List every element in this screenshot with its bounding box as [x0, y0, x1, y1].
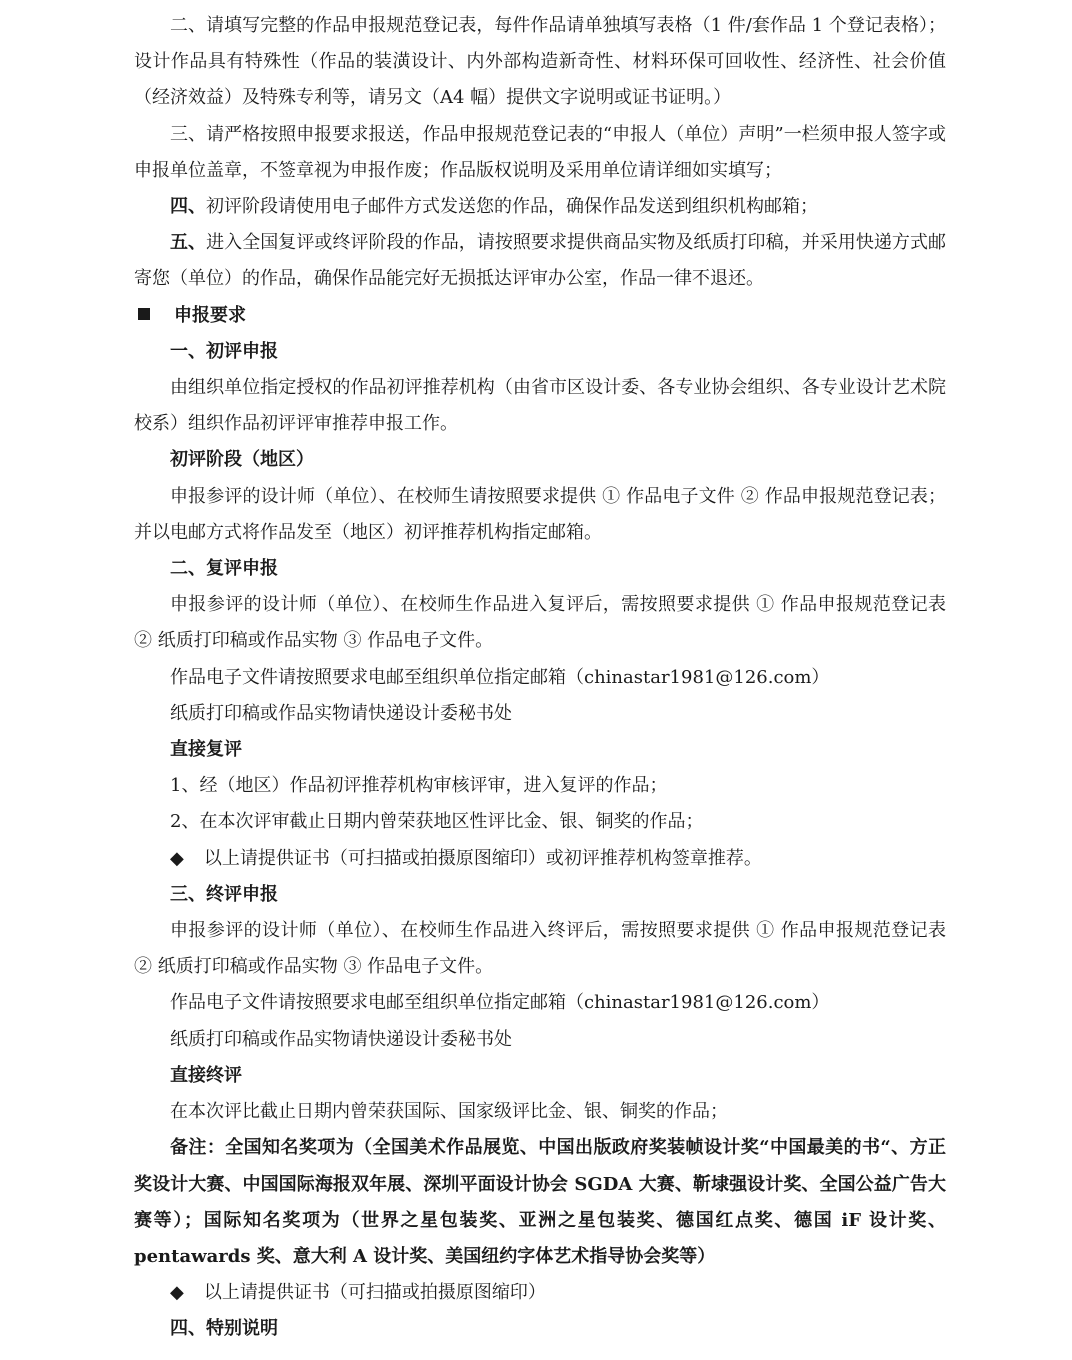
section-title: 申报要求: [174, 304, 246, 326]
diamond-bullet-icon: ◆: [170, 847, 184, 869]
paragraph-number: 五、: [170, 232, 207, 254]
heading-preliminary: 一、初评申报: [170, 340, 278, 362]
section-heading: [134, 298, 946, 334]
note-final-round: [134, 1275, 946, 1311]
heading-special-notes: 四、特别说明: [170, 1318, 278, 1340]
list-item: 2、在本次评审截止日期内曾荣获地区性评比金、银、铜奖的作品；: [170, 811, 704, 833]
line-second-round-email: 作品电子文件请按照要求电邮至组织单位指定邮箱（chinastar1981@126.com）: [170, 666, 830, 688]
diamond-bullet-icon: ◆: [170, 1282, 184, 1304]
paragraph-text: 初评阶段请使用电子邮件方式发送您的作品，确保作品发送到组织机构邮箱；: [206, 196, 818, 218]
subheading-direct-final-round: 直接终评: [170, 1064, 242, 1086]
subheading-preliminary-stage: 初评阶段（地区）: [170, 449, 314, 471]
list-item: 1、经（地区）作品初评推荐机构审核评审，进入复评的作品；: [170, 775, 668, 797]
line-direct-final-round: 在本次评比截止日期内曾荣获国际、国家级评比金、银、铜奖的作品；: [170, 1101, 728, 1123]
heading-final-round: 三、终评申报: [170, 883, 278, 905]
heading-second-round: 二、复评申报: [170, 558, 278, 580]
paragraph-final-round: 申报参评的设计师（单位）、在校师生作品进入终评后，需按照要求提供 ① 作品申报规范登记表 ② 纸质打印稿或作品实物 ③ 作品电子文件。: [134, 920, 946, 978]
paragraph-second-round: 申报参评的设计师（单位）、在校师生作品进入复评后，需按照要求提供 ① 作品申报规范登记表 ② 纸质打印稿或作品实物 ③ 作品电子文件。: [134, 594, 946, 652]
note-text: 以上请提供证书（可扫描或拍摄原图缩印）: [203, 1282, 546, 1304]
note-second-round: [134, 841, 946, 877]
paragraph-preliminary-stage: 申报参评的设计师（单位）、在校师生请按照要求提供 ① 作品电子文件 ② 作品申报规范登记表；并以电邮方式将作品发至（地区）初评推荐机构指定邮箱。: [134, 485, 946, 543]
paragraph-registration-form: 二、请填写完整的作品申报规范登记表，每件作品请单独填写表格（1 件/套作品 1 个登记表格）；设计作品具有特殊性（作品的装潢设计、内外部构造新奇性、材料环保可回收性、经济性、社会价值（经济效益）及特殊专利等，请另文（A4 幅）提供文字说明或证书证明。）: [134, 15, 946, 109]
paragraph-remark-awards: 备注：全国知名奖项为（全国美术作品展览、中国出版政府奖装帧设计奖“中国最美的书“、方正奖设计大赛、中国国际海报双年展、深圳平面设计协会 SGDA 大赛、靳埭强设计奖、全国公益广告大赛等）；国际知名奖项为（世界之星包装奖、亚洲之星包装奖、德国红点奖、德国 iF 设计奖、pentawards 奖、意大利 A 设计奖、美国纽约字体艺术指导协会奖等）: [134, 1137, 946, 1267]
line-final-round-email: 作品电子文件请按照要求电邮至组织单位指定邮箱（chinastar1981@126.com）: [170, 992, 830, 1014]
subheading-direct-second-round: 直接复评: [170, 739, 242, 761]
paragraph-courier-submission: [134, 225, 946, 297]
paragraph-email-submission: [134, 189, 946, 225]
paragraph-preliminary: 由组织单位指定授权的作品初评推荐机构（由省市区设计委、各专业协会组织、各专业设计艺术院校系）组织作品初评评审推荐申报工作。: [134, 377, 946, 435]
line-final-round-mail: 纸质打印稿或作品实物请快递设计委秘书处: [170, 1028, 512, 1050]
note-text: 以上请提供证书（可扫描或拍摄原图缩印）或初评推荐机构签章推荐。: [203, 847, 762, 869]
paragraph-text: 进入全国复评或终评阶段的作品，请按照要求提供商品实物及纸质打印稿，并采用快递方式邮寄您（单位）的作品，确保作品能完好无损抵达评审办公室，作品一律不退还。: [134, 232, 947, 290]
paragraph-declaration: 三、请严格按照申报要求报送，作品申报规范登记表的“申报人（单位）声明”一栏须申报人签字或申报单位盖章，不签章视为申报作废；作品版权说明及采用单位请详细如实填写；: [134, 123, 946, 181]
paragraph-number: 四、: [170, 196, 206, 218]
line-second-round-mail: 纸质打印稿或作品实物请快递设计委秘书处: [170, 702, 512, 724]
square-bullet-icon: [138, 308, 150, 320]
